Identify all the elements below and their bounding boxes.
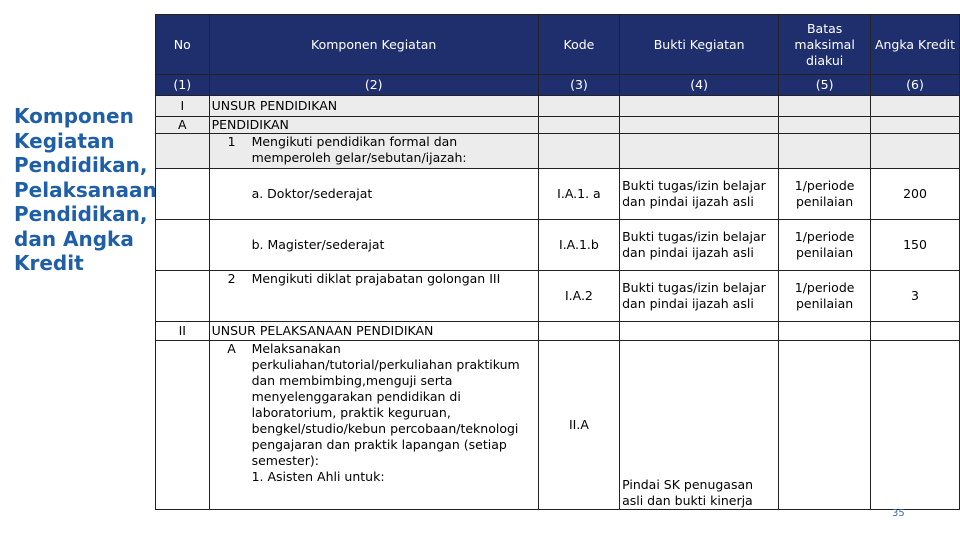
header-row	[156, 15, 960, 75]
item-a-label: a. Doktor/sederajat	[251, 186, 373, 201]
header-angka: Angka Kredit	[871, 15, 960, 75]
item2-kode: I.A.2	[538, 271, 619, 322]
subheader-row	[156, 75, 960, 96]
table-row	[156, 134, 960, 169]
subheader-c4: (4)	[620, 75, 779, 96]
header-komponen: Komponen Kegiatan	[209, 15, 538, 75]
header-bukti: Bukti Kegiatan	[620, 15, 779, 75]
sub-a-label: PENDIDIKAN	[209, 117, 538, 134]
table-row	[156, 117, 960, 134]
item2-label: Mengikuti diklat prajabatan golongan III	[251, 271, 501, 286]
kegiatan-table	[155, 14, 960, 510]
subheader-c1: (1)	[156, 75, 210, 96]
ii-a-bukti: Pindai SK penugasan asli dan bukti kinerja	[620, 341, 779, 510]
item-b-angka: 150	[871, 220, 960, 271]
item-b-batas: 1/periode penilaian	[779, 220, 871, 271]
item2-angka: 3	[871, 271, 960, 322]
table-row	[156, 322, 960, 341]
item-b-kode: I.A.1.b	[538, 220, 619, 271]
item-b-bukti: Bukti tugas/izin belajar dan pindai ijazah asli	[620, 220, 779, 271]
table-row	[156, 169, 960, 220]
unsur2-label: UNSUR PELAKSANAAN PENDIDIKAN	[209, 322, 538, 341]
item-a-batas: 1/periode penilaian	[779, 169, 871, 220]
table-row	[156, 271, 960, 322]
table-row	[156, 341, 960, 510]
item2-num: 2	[227, 271, 236, 286]
page-number: 35	[892, 508, 905, 519]
ii-a-sub: 1. Asisten Ahli untuk:	[251, 469, 385, 484]
item-a-bukti: Bukti tugas/izin belajar dan pindai ijazah asli	[620, 169, 779, 220]
ii-a-num: A	[227, 341, 236, 356]
table-row	[156, 96, 960, 117]
subheader-c6: (6)	[871, 75, 960, 96]
item-a-angka: 200	[871, 169, 960, 220]
subheader-c5: (5)	[779, 75, 871, 96]
unsur1-label: UNSUR PENDIDIKAN	[209, 96, 538, 117]
item2-bukti: Bukti tugas/izin belajar dan pindai ijazah asli	[620, 271, 779, 322]
sub-a-no: A	[156, 117, 210, 134]
item-b-label: b. Magister/sederajat	[251, 237, 385, 252]
ii-a-label: Melaksanakan perkuliahan/tutorial/perkuliahan praktikum dan membimbing,menguji serta menyelenggarakan pendidikan di laboratorium, praktik keguruan, bengkel/studio/kebun percobaan/teknologi pengajaran dan praktik lapangan (setiap semester):	[251, 341, 520, 468]
header-kode: Kode	[538, 15, 619, 75]
ii-a-kode: II.A	[538, 341, 619, 510]
header-no: No	[156, 15, 210, 75]
item-a-kode: I.A.1. a	[538, 169, 619, 220]
header-batas: Batas maksimal diakui	[779, 15, 871, 75]
table-row	[156, 220, 960, 271]
item1-label: Mengikuti pendidikan formal dan memperoleh gelar/sebutan/ijazah:	[251, 134, 467, 165]
unsur2-no: II	[156, 322, 210, 341]
item2-batas: 1/periode penilaian	[779, 271, 871, 322]
unsur1-no: I	[156, 96, 210, 117]
side-title: Komponen Kegiatan Pendidikan, Pelaksanaan Pendidikan, dan Angka Kredit	[14, 104, 157, 275]
item1-num: 1	[227, 134, 236, 149]
subheader-c2: (2)	[209, 75, 538, 96]
subheader-c3: (3)	[538, 75, 619, 96]
